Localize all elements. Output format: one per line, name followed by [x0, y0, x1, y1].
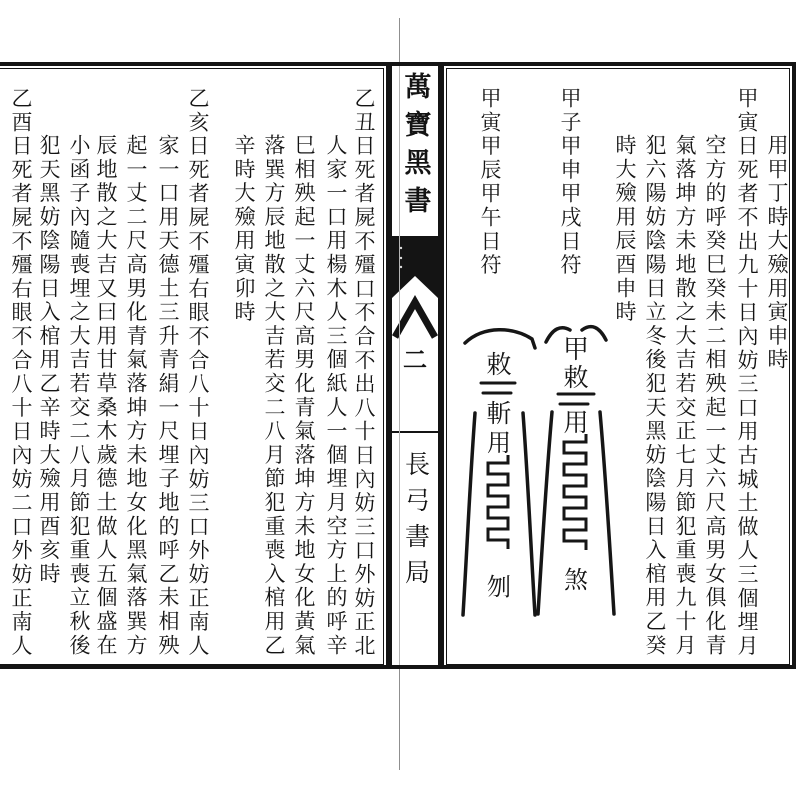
center-spine: [390, 62, 440, 669]
talisman-glyph: 刎: [487, 575, 511, 601]
talisman-glyph: 敕: [563, 365, 589, 392]
left-page: [0, 62, 390, 669]
right-column-8: 甲寅甲辰甲午日符: [478, 87, 502, 278]
talisman-glyph: 煞: [564, 568, 588, 594]
right-column-7: 甲子甲申甲戌日符: [558, 87, 582, 278]
talisman-glyph: 斬: [486, 401, 512, 428]
talisman-glyph: 用: [563, 410, 589, 437]
talisman-glyph: 敕: [486, 352, 512, 379]
left-column-2: 人家一口用楊木人三個紙人一個埋月空方上的呼辛: [324, 134, 348, 658]
left-column-4: 落巽方辰地散之大吉若交二八月節犯重喪入棺用乙: [262, 134, 286, 658]
fishtail-mark: [392, 236, 438, 340]
talisman-jiazi-jiashen-jiaxu: [534, 320, 618, 625]
fold-line-bottom: [399, 669, 400, 770]
talisman-glyph: 甲: [562, 335, 590, 364]
right-column-3: 空方的呼癸巳癸未二相殃起一丈六尺高男女俱化青: [703, 134, 727, 658]
left-column-3: 巳相殃起一丈六尺高男化青氣落坤方未地女化黃氣: [292, 134, 316, 658]
talisman-jiayin-jiachen-jiawu: [460, 325, 538, 626]
left-column-8: 起一丈二尺高男化青氣落坤方未地女化黑氣落巽方: [124, 134, 148, 658]
page-number: 二: [403, 347, 427, 374]
left-column-1: 乙丑日死者屍不殭口不合不出八十日內妨三口外妨正北: [352, 87, 376, 659]
left-column-12: 乙酉日死者屍不殭右眼不合八十日內妨二口外妨正南人: [9, 87, 33, 659]
right-page-inner: [446, 68, 790, 665]
spine-title-box: [392, 66, 438, 236]
fishtail-icon: [392, 236, 438, 340]
right-column-6: 時大殮用辰酉申時: [613, 134, 637, 325]
spine-publisher-box: [392, 431, 438, 665]
fold-line-top: [399, 18, 400, 62]
left-column-6: 乙亥日死者屍不殭右眼不合八十日內妨三口外妨正南人: [186, 87, 210, 659]
left-column-7: 家一口用天德土三升青絹一尺埋子地的呼乙未相殃: [156, 134, 180, 658]
spine-spacer: [392, 374, 438, 431]
right-column-2: 甲寅日死者不出九十日內妨三口用古城土做人三個埋月: [735, 87, 759, 659]
right-page: [440, 62, 796, 669]
left-page-inner: [0, 68, 384, 665]
book-title: 萬寶黑書: [400, 72, 431, 224]
left-column-9: 辰地散之大吉又曰用甘草桑木歲德土做人五個盛在: [94, 134, 118, 658]
left-column-10: 小函子內隨喪埋之大吉若交二八月節犯重喪立秋後: [67, 134, 91, 658]
right-column-1: 用甲丁時大殮用寅申時: [765, 134, 789, 372]
publisher-name: 長弓書局: [401, 451, 429, 595]
talisman-glyph: 用: [487, 431, 511, 457]
right-column-5: 犯六陽妨陰陽日立冬後犯天黑妨陰陽日入棺用乙癸: [643, 134, 667, 658]
right-column-4: 氣落坤方未地散之大吉若交正七月節犯重喪九十月: [673, 134, 697, 658]
left-column-11: 犯天黑妨陰陽日入棺用乙辛時大殮用酉亥時: [37, 134, 61, 587]
left-column-5: 辛時大殮用寅卯時: [232, 134, 256, 325]
